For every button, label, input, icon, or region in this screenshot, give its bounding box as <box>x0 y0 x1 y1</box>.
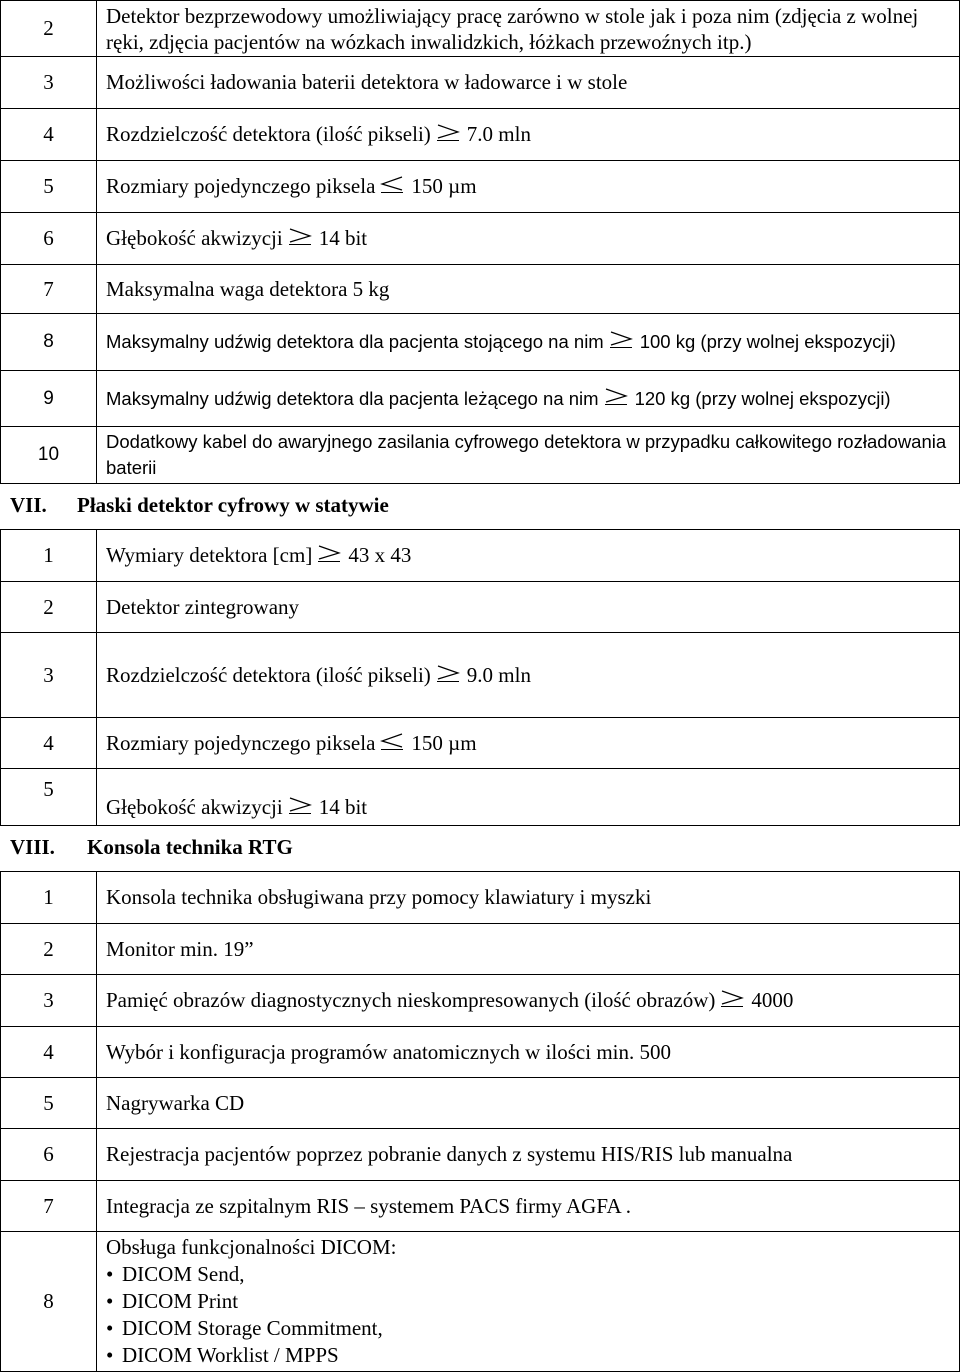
row-text: Nagrywarka CD <box>97 1078 960 1129</box>
row-number: 4 <box>1 1027 97 1078</box>
row-number: 7 <box>1 265 97 314</box>
row-text-before: Rozdzielczość detektora (ilość pikseli) <box>106 122 431 146</box>
greater-equal-icon <box>316 545 342 563</box>
table-row <box>1 109 960 161</box>
row-text-after: 4000 <box>751 988 794 1012</box>
table-row <box>1 530 960 582</box>
row-text-after: 14 bit <box>318 795 368 819</box>
row-text-before: Pamięć obrazów diagnostycznych nieskompresowanych (ilość obrazów) <box>106 988 716 1012</box>
row-number: 2 <box>1 582 97 633</box>
table-row <box>1 633 960 718</box>
row-text-after: 150 µm <box>411 730 477 755</box>
row-text-before: Maksymalny udźwig detektora dla pacjenta leżącego na nim <box>106 387 599 409</box>
row-number: 8 <box>1 314 97 371</box>
table-row <box>1 213 960 265</box>
table-row <box>1 769 960 826</box>
row-number: 5 <box>1 769 97 826</box>
row-text <box>97 314 960 371</box>
row-text <box>97 109 960 161</box>
table-row <box>1 1181 960 1232</box>
row-text-after: 120 kg (przy wolnej ekspozycji) <box>634 387 891 409</box>
less-equal-icon <box>379 733 405 751</box>
row-number: 3 <box>1 975 97 1027</box>
row-number: 4 <box>1 109 97 161</box>
table-row <box>1 161 960 213</box>
row-text-before: Rozdzielczość detektora (ilość pikseli) <box>106 662 431 687</box>
table-row <box>1 265 960 314</box>
row-text-after: 9.0 mln <box>466 662 531 687</box>
greater-equal-icon <box>603 388 629 406</box>
row-text-before: Rozmiary pojedynczego piksela <box>106 730 376 755</box>
row-text-after: 43 x 43 <box>348 543 412 567</box>
row-text <box>97 718 960 769</box>
greater-equal-icon <box>287 797 313 815</box>
table-row <box>1 1129 960 1181</box>
row-text: Detektor bezprzewodowy umożliwiający pracę zarówno w stole jak i poza nim (zdjęcia z wolnej ręki, zdjęcia pacjentów na wózkach inwalidzkich, łóżkach przewoźnych itp.) <box>97 1 960 57</box>
row-number: 3 <box>1 633 97 718</box>
table-row <box>1 1027 960 1078</box>
greater-equal-icon <box>435 124 461 142</box>
dicom-heading: Obsługa funkcjonalności DICOM: <box>106 1235 397 1259</box>
row-text-after: 7.0 mln <box>466 122 531 146</box>
row-text: Integracja ze szpitalnym RIS – systemem PACS firmy AGFA . <box>97 1181 960 1232</box>
row-number: 6 <box>1 213 97 265</box>
list-item: • DICOM Print <box>106 1288 959 1315</box>
row-number: 5 <box>1 161 97 213</box>
row-text <box>97 530 960 582</box>
table-row <box>1 718 960 769</box>
row-text <box>97 213 960 265</box>
spec-table-detector <box>0 0 960 484</box>
row-text: Dodatkowy kabel do awaryjnego zasilania cyfrowego detektora w przypadku całkowitego rozładowania baterii <box>97 427 960 484</box>
spec-table-console <box>0 871 960 1372</box>
table-row <box>1 1232 960 1372</box>
greater-equal-icon <box>287 228 313 246</box>
row-number: 6 <box>1 1129 97 1181</box>
dicom-list <box>106 1261 959 1369</box>
table-row <box>1 975 960 1027</box>
spec-table-stand-detector <box>0 529 960 826</box>
list-item: • DICOM Send, <box>106 1261 959 1288</box>
row-text: Maksymalna waga detektora 5 kg <box>97 265 960 314</box>
row-number: 2 <box>1 924 97 975</box>
greater-equal-icon <box>719 990 745 1008</box>
row-number: 8 <box>1 1232 97 1372</box>
list-item: • DICOM Storage Commitment, <box>106 1315 959 1342</box>
row-text <box>97 1232 960 1372</box>
table-row <box>1 1 960 57</box>
row-text: Możliwości ładowania baterii detektora w ładowarce i w stole <box>97 57 960 109</box>
less-equal-icon <box>379 176 405 194</box>
greater-equal-icon <box>608 331 634 349</box>
row-number: 5 <box>1 1078 97 1129</box>
row-text <box>97 769 960 826</box>
list-item: • DICOM Worklist / MPPS <box>106 1342 959 1369</box>
greater-equal-icon <box>435 665 461 683</box>
table-row <box>1 1078 960 1129</box>
row-text-before: Maksymalny udźwig detektora dla pacjenta stojącego na nim <box>106 331 604 352</box>
row-text <box>97 161 960 213</box>
row-text <box>97 371 960 427</box>
row-text-after: 150 µm <box>411 174 477 198</box>
row-text: Rejestracja pacjentów poprzez pobranie danych z systemu HIS/RIS lub manualna <box>97 1129 960 1181</box>
row-text-before: Głębokość akwizycji <box>106 226 283 250</box>
row-text-before: Rozmiary pojedynczego piksela <box>106 174 376 198</box>
section-title: Konsola technika RTG <box>87 835 293 859</box>
row-text-before: Głębokość akwizycji <box>106 795 283 819</box>
row-text-after: 14 bit <box>318 226 368 250</box>
row-number: 2 <box>1 1 97 57</box>
row-text <box>97 975 960 1027</box>
table-row <box>1 314 960 371</box>
row-text-before: Wymiary detektora [cm] <box>106 543 313 567</box>
row-text-after: 100 kg (przy wolnej ekspozycji) <box>639 331 896 352</box>
section-number: VIII. <box>10 835 55 859</box>
table-row <box>1 371 960 427</box>
row-number: 3 <box>1 57 97 109</box>
table-row <box>1 582 960 633</box>
table-row <box>1 924 960 975</box>
row-text <box>97 633 960 718</box>
row-text: Monitor min. 19” <box>97 924 960 975</box>
row-number: 9 <box>1 371 97 427</box>
table-row <box>1 57 960 109</box>
row-number: 7 <box>1 1181 97 1232</box>
section-title: Płaski detektor cyfrowy w statywie <box>77 493 389 517</box>
table-row <box>1 427 960 484</box>
row-text: Wybór i konfiguracja programów anatomicznych w ilości min. 500 <box>97 1027 960 1078</box>
row-text: Detektor zintegrowany <box>97 582 960 633</box>
row-number: 10 <box>1 427 97 484</box>
row-number: 4 <box>1 718 97 769</box>
row-number: 1 <box>1 530 97 582</box>
row-number: 1 <box>1 872 97 924</box>
table-row <box>1 872 960 924</box>
row-text: Konsola technika obsługiwana przy pomocy klawiatury i myszki <box>97 872 960 924</box>
section-number: VII. <box>10 493 47 517</box>
